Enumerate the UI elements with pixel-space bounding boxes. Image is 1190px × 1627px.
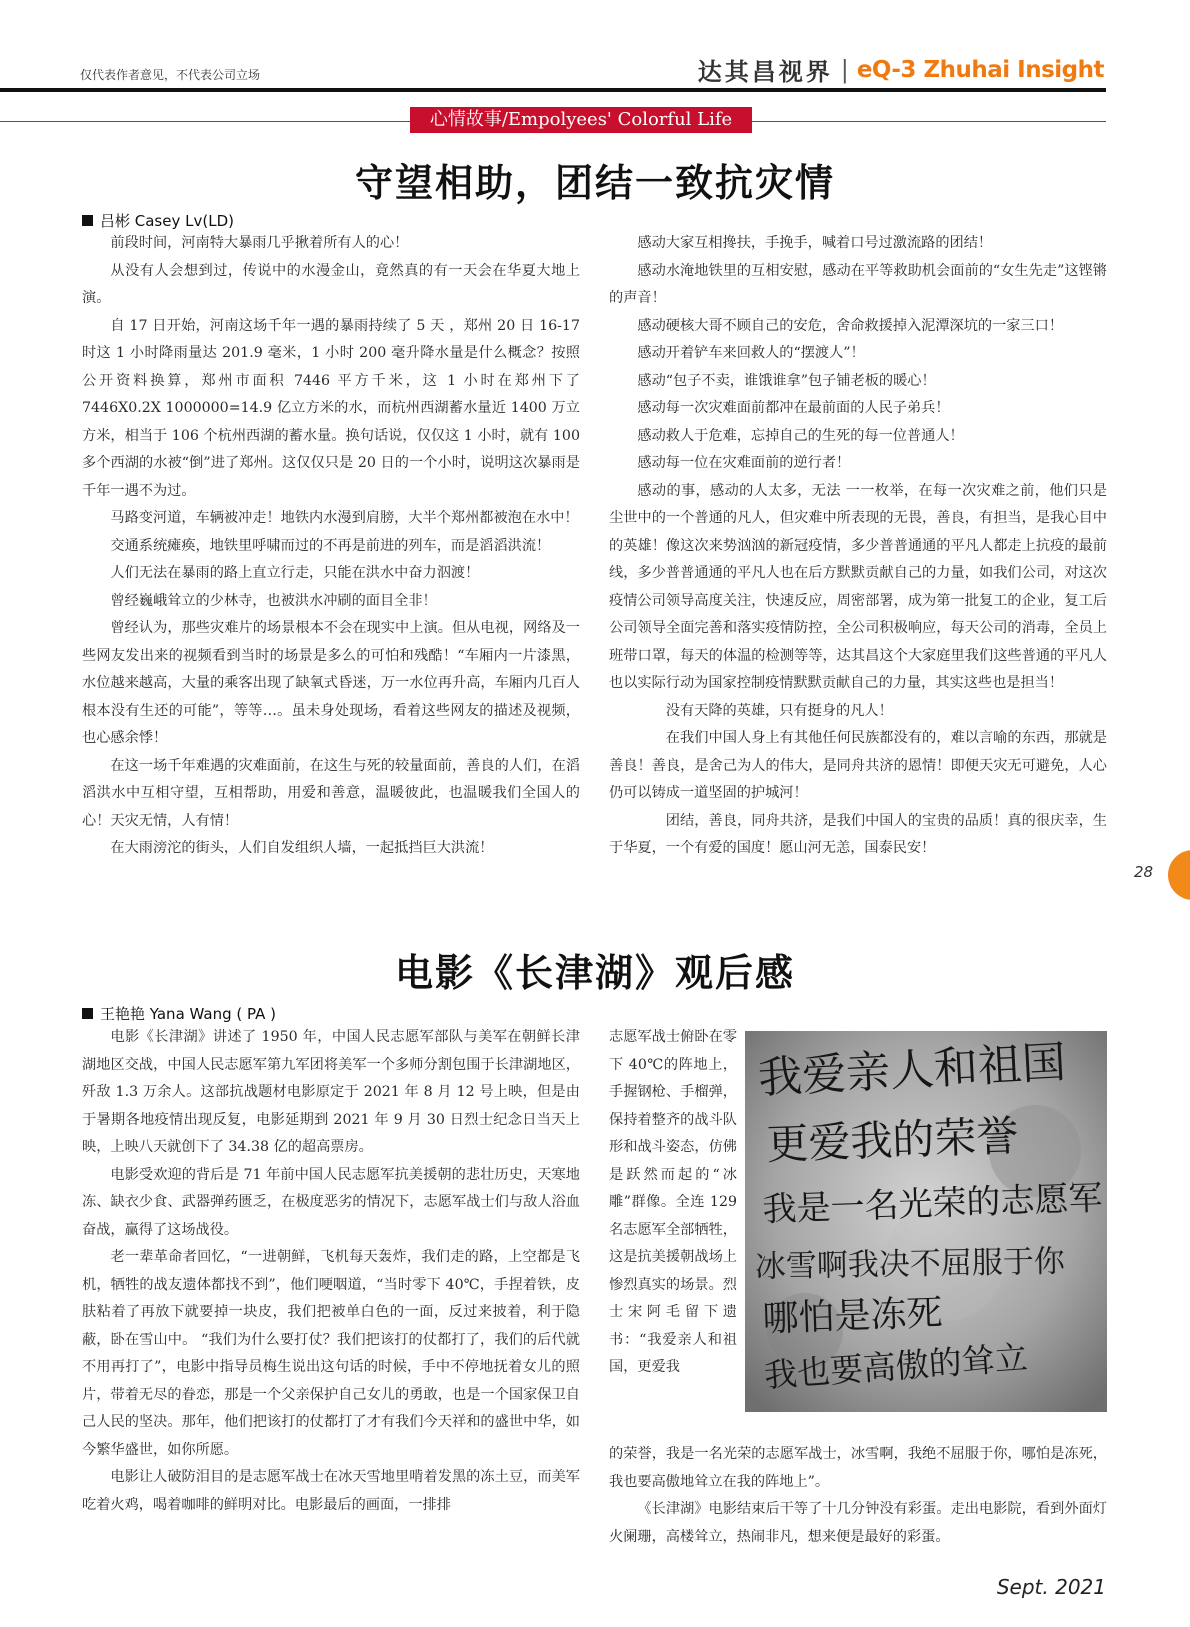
article1-left-column [82, 230, 580, 863]
brand-separator: | [840, 55, 849, 84]
byline-square-icon [82, 1008, 93, 1019]
page-number: 28 [1134, 863, 1154, 881]
paragraph: 曾经认为，那些灾难片的场景根本不会在现实中上演。但从电视，网络及一些网友发出来的视频看到当时的场景是多么的可怕和残酷！“车厢内一片漆黑，水位越来越高，大量的乘客出现了缺氧式昏迷，万一水位再升高，车厢内几百人根本没有生还的可能”，等等…。虽未身处现场，看着这些网友的描述及视频，也心感余悸！ [82, 620, 580, 746]
letter-line: 冰雪啊我决不屈服于你 [754, 1243, 1066, 1285]
section-banner: 心情故事/Empolyees' Colorful Life [410, 107, 752, 133]
paragraph: 感动的事，感动的人太多，无法 一一枚举，在每一次灾难之前，他们只是尘世中的一个普通的凡人，但灾难中所表现的无畏，善良，有担当，是我心目中的英雄！像这次来势汹汹的新冠疫情，多少普普通通的平凡人都走上抗疫的最前线，多少普普通通的平凡人也在后方默默贡献自己的力量，如我们公司，对这次疫情公司领导高度关注，快速反应，周密部署，成为第一批复工的企业，复工后公司领导全面完善和落实疫情防控，全公司积极响应，每天公司的消毒，全员上班带口罩，每天的体温的检测等等，达其昌这个大家庭里我们这些普通的平凡人也以实际行动为国家控制疫情默默贡献自己的力量，其实这些也是担当！ [609, 482, 1107, 691]
brand-chinese: 达其昌视界 [697, 57, 833, 86]
paragraph: 感动硬核大哥不顾自己的安危，舍命救援掉入泥潭深坑的一家三口！ [637, 317, 1064, 334]
article1-title: 守望相助，团结一致抗灾情 [354, 160, 835, 205]
article2-narrow-column [609, 1024, 737, 1382]
paragraph: 感动救人于危难，忘掉自己的生死的每一位普通人！ [637, 427, 964, 444]
letter-photo [745, 1031, 1107, 1412]
article2-author: 王艳艳 Yana Wang ( PA ) [100, 1005, 276, 1023]
article2-title: 电影《长津湖》观后感 [394, 950, 795, 995]
paragraph: 前段时间，河南特大暴雨几乎揪着所有人的心！ [110, 235, 409, 251]
letter-line: 我爱亲人和祖国 [756, 1036, 1068, 1104]
paragraph: 在我们中国人身上有其他任何民族都没有的，难以言喻的东西，那就是善良！善良，是舍己为人的伟大，是同舟共济的恩情！即便天灾无可避免，人心仍可以铸成一道坚固的护城河！ [609, 730, 1107, 801]
article2-left-column [82, 1024, 580, 1519]
paragraph: 自 17 日开始，河南这场千年一遇的暴雨持续了 5 天 ，郑州 20 日 16-17 时这 1 小时降雨量达 201.9 毫米，1 小时 200 毫升降水量是什么概念？按照公开资料换算，郑州市面积 7446 平方千米，这 1 小时在郑州下了 7446X0.2X 1000000=14.9 亿立方米的水，而杭州西湖蓄水量近 1400 万立方米，相当于 106 个杭州西湖的蓄水量。换句话说，仅仅这 1 小时，就有 100 多个西湖的水被“倒”进了郑州。这仅仅只是 20 日的一个小时，说明这次暴雨是千年一遇不为过。 [82, 317, 580, 499]
paragraph: 电影《长津湖》讲述了 1950 年，中国人民志愿军部队与美军在朝鲜长津湖地区交战，中国人民志愿军第九军团将美军一个多师分割包围于长津湖地区，歼敌 1.3 万余人。这部抗战题材电影原定于 2021 年 8 月 12 号上映，但是由于暑期各地疫情出现反复，电影延期到 2021 年 9 月 30 日烈士纪念日当天上映，上映八天就创下了 34.38 亿的超高票房。 [82, 1029, 580, 1155]
paragraph: 志愿军战士俯卧在零下 40℃的阵地上，手握钢枪、手榴弹，保持着整齐的战斗队形和战斗姿态，仿佛是跃然而起的“冰雕”群像。全连 129 名志愿军全部牺牲，这是抗美援朝战场上惨烈真实的场景。烈士宋阿毛留下遗书：“我爱亲人和祖国，更爱我 [609, 1029, 737, 1375]
letter-line: 哪怕是冻死 [761, 1292, 944, 1340]
paragraph: 《长津湖》电影结束后干等了十几分钟没有彩蛋。走出电影院，看到外面灯火阑珊，高楼耸立，热闹非凡，想来便是最好的彩蛋。 [609, 1501, 1107, 1545]
byline-square-icon [82, 215, 93, 226]
handwritten-letter-image [745, 1031, 1107, 1412]
letter-line: 更爱我的荣誉 [765, 1111, 1020, 1169]
paragraph: 感动水淹地铁里的互相安慰，感动在平等救助机会面前的“女生先走”这铿锵的声音！ [609, 262, 1107, 306]
paragraph: 人们无法在暴雨的路上直立行走，只能在洪水中奋力泅渡！ [110, 565, 480, 581]
paragraph: 电影受欢迎的背后是 71 年前中国人民志愿军抗美援朝的悲壮历史，天寒地冻、缺衣少食、武器弹药匮乏，在极度恶劣的情况下，志愿军战士们与敌人浴血奋战，赢得了这场战役。 [82, 1166, 580, 1238]
page-tab [1168, 850, 1190, 900]
article2-byline [82, 1003, 276, 1024]
paragraph: 感动“包子不卖，谁饿谁拿”包子铺老板的暖心！ [637, 372, 936, 389]
paragraph: 感动大家互相搀扶，手挽手，喊着口号过激流路的团结！ [637, 235, 993, 251]
paragraph: 团结，善良，同舟共济，是我们中国人的宝贵的品质！真的很庆幸，生于华夏，一个有爱的国度！愿山河无恙，国泰民安！ [609, 812, 1107, 856]
article1-author: 吕彬 Casey Lv(LD) [100, 212, 234, 230]
paragraph: 从没有人会想到过，传说中的水漫金山，竟然真的有一天会在华夏大地上演。 [82, 262, 580, 306]
paragraph: 电影让人破防泪目的是志愿军战士在冰天雪地里啃着发黑的冻土豆，而美军吃着火鸡，喝着咖啡的鲜明对比。电影最后的画面，一排排 [82, 1469, 580, 1513]
header-rule-thick [0, 88, 1106, 92]
brand [698, 52, 1104, 87]
issue-date: Sept. 2021 [996, 1575, 1106, 1599]
paragraph: 老一辈革命者回忆，“一进朝鲜，飞机每天轰炸，我们走的路，上空都是飞机，牺牲的战友遗体都找不到”，他们哽咽道，“当时零下 40℃，手捏着铁，皮肤粘着了再放下就要掉一块皮，我们把被单白色的一面，反过来披着，利于隐蔽，卧在雪山中。 “我们为什么要打仗？我们把该打的仗都打了，我们的后代就不用再打了”，电影中指导员梅生说出这句话的时候，手中不停地抚着女儿的照片，带着无尽的眷恋，那是一个父亲保护自己女儿的勇敢，也是一个国家保卫自己人民的坚决。那年，他们把该打的仗都打了才有我们今天祥和的盛世中华，如今繁华盛世，如你所愿。 [82, 1249, 580, 1458]
paragraph: 的荣誉，我是一名光荣的志愿军战士，冰雪啊，我绝不屈服于你，哪怕是冻死，我也要高傲地耸立在我的阵地上”。 [609, 1446, 1107, 1490]
paragraph: 感动每一次灾难面前都冲在最前面的人民子弟兵！ [637, 400, 950, 416]
brand-english: eQ-3 Zhuhai Insight [856, 56, 1104, 83]
article1-right-column [609, 230, 1107, 863]
paragraph: 在大雨滂沱的街头，人们自发组织人墙，一起抵挡巨大洪流！ [110, 840, 494, 856]
header-disclaimer: 仅代表作者意见，不代表公司立场 [80, 68, 261, 82]
paragraph: 感动开着铲车来回救人的“摆渡人”！ [637, 345, 865, 361]
letter-line: 我是一名光荣的志愿军 [761, 1178, 1104, 1230]
paragraph: 感动每一位在灾难面前的逆行者！ [637, 455, 851, 471]
paragraph: 曾经巍峨耸立的少林寺，也被洪水冲刷的面目全非！ [110, 592, 437, 609]
article2-right-column [609, 1441, 1107, 1551]
paragraph: 没有天降的英雄，只有挺身的凡人！ [665, 702, 893, 719]
paragraph: 在这一场千年难遇的灾难面前，在这生与死的较量面前，善良的人们，在滔滔洪水中互相守望，互相帮助，用爱和善意，温暖彼此，也温暖我们全国人的心！天灾无情，人有情！ [82, 757, 580, 829]
paragraph: 交通系统瘫痪，地铁里呼啸而过的不再是前进的列车，而是滔滔洪流！ [110, 537, 551, 554]
article1-byline [82, 210, 234, 231]
letter-line: 我也要高傲的耸立 [762, 1337, 1029, 1395]
paragraph: 马路变河道，车辆被冲走！地铁内水漫到肩膀，大半个郑州都被泡在水中！ [110, 510, 579, 526]
